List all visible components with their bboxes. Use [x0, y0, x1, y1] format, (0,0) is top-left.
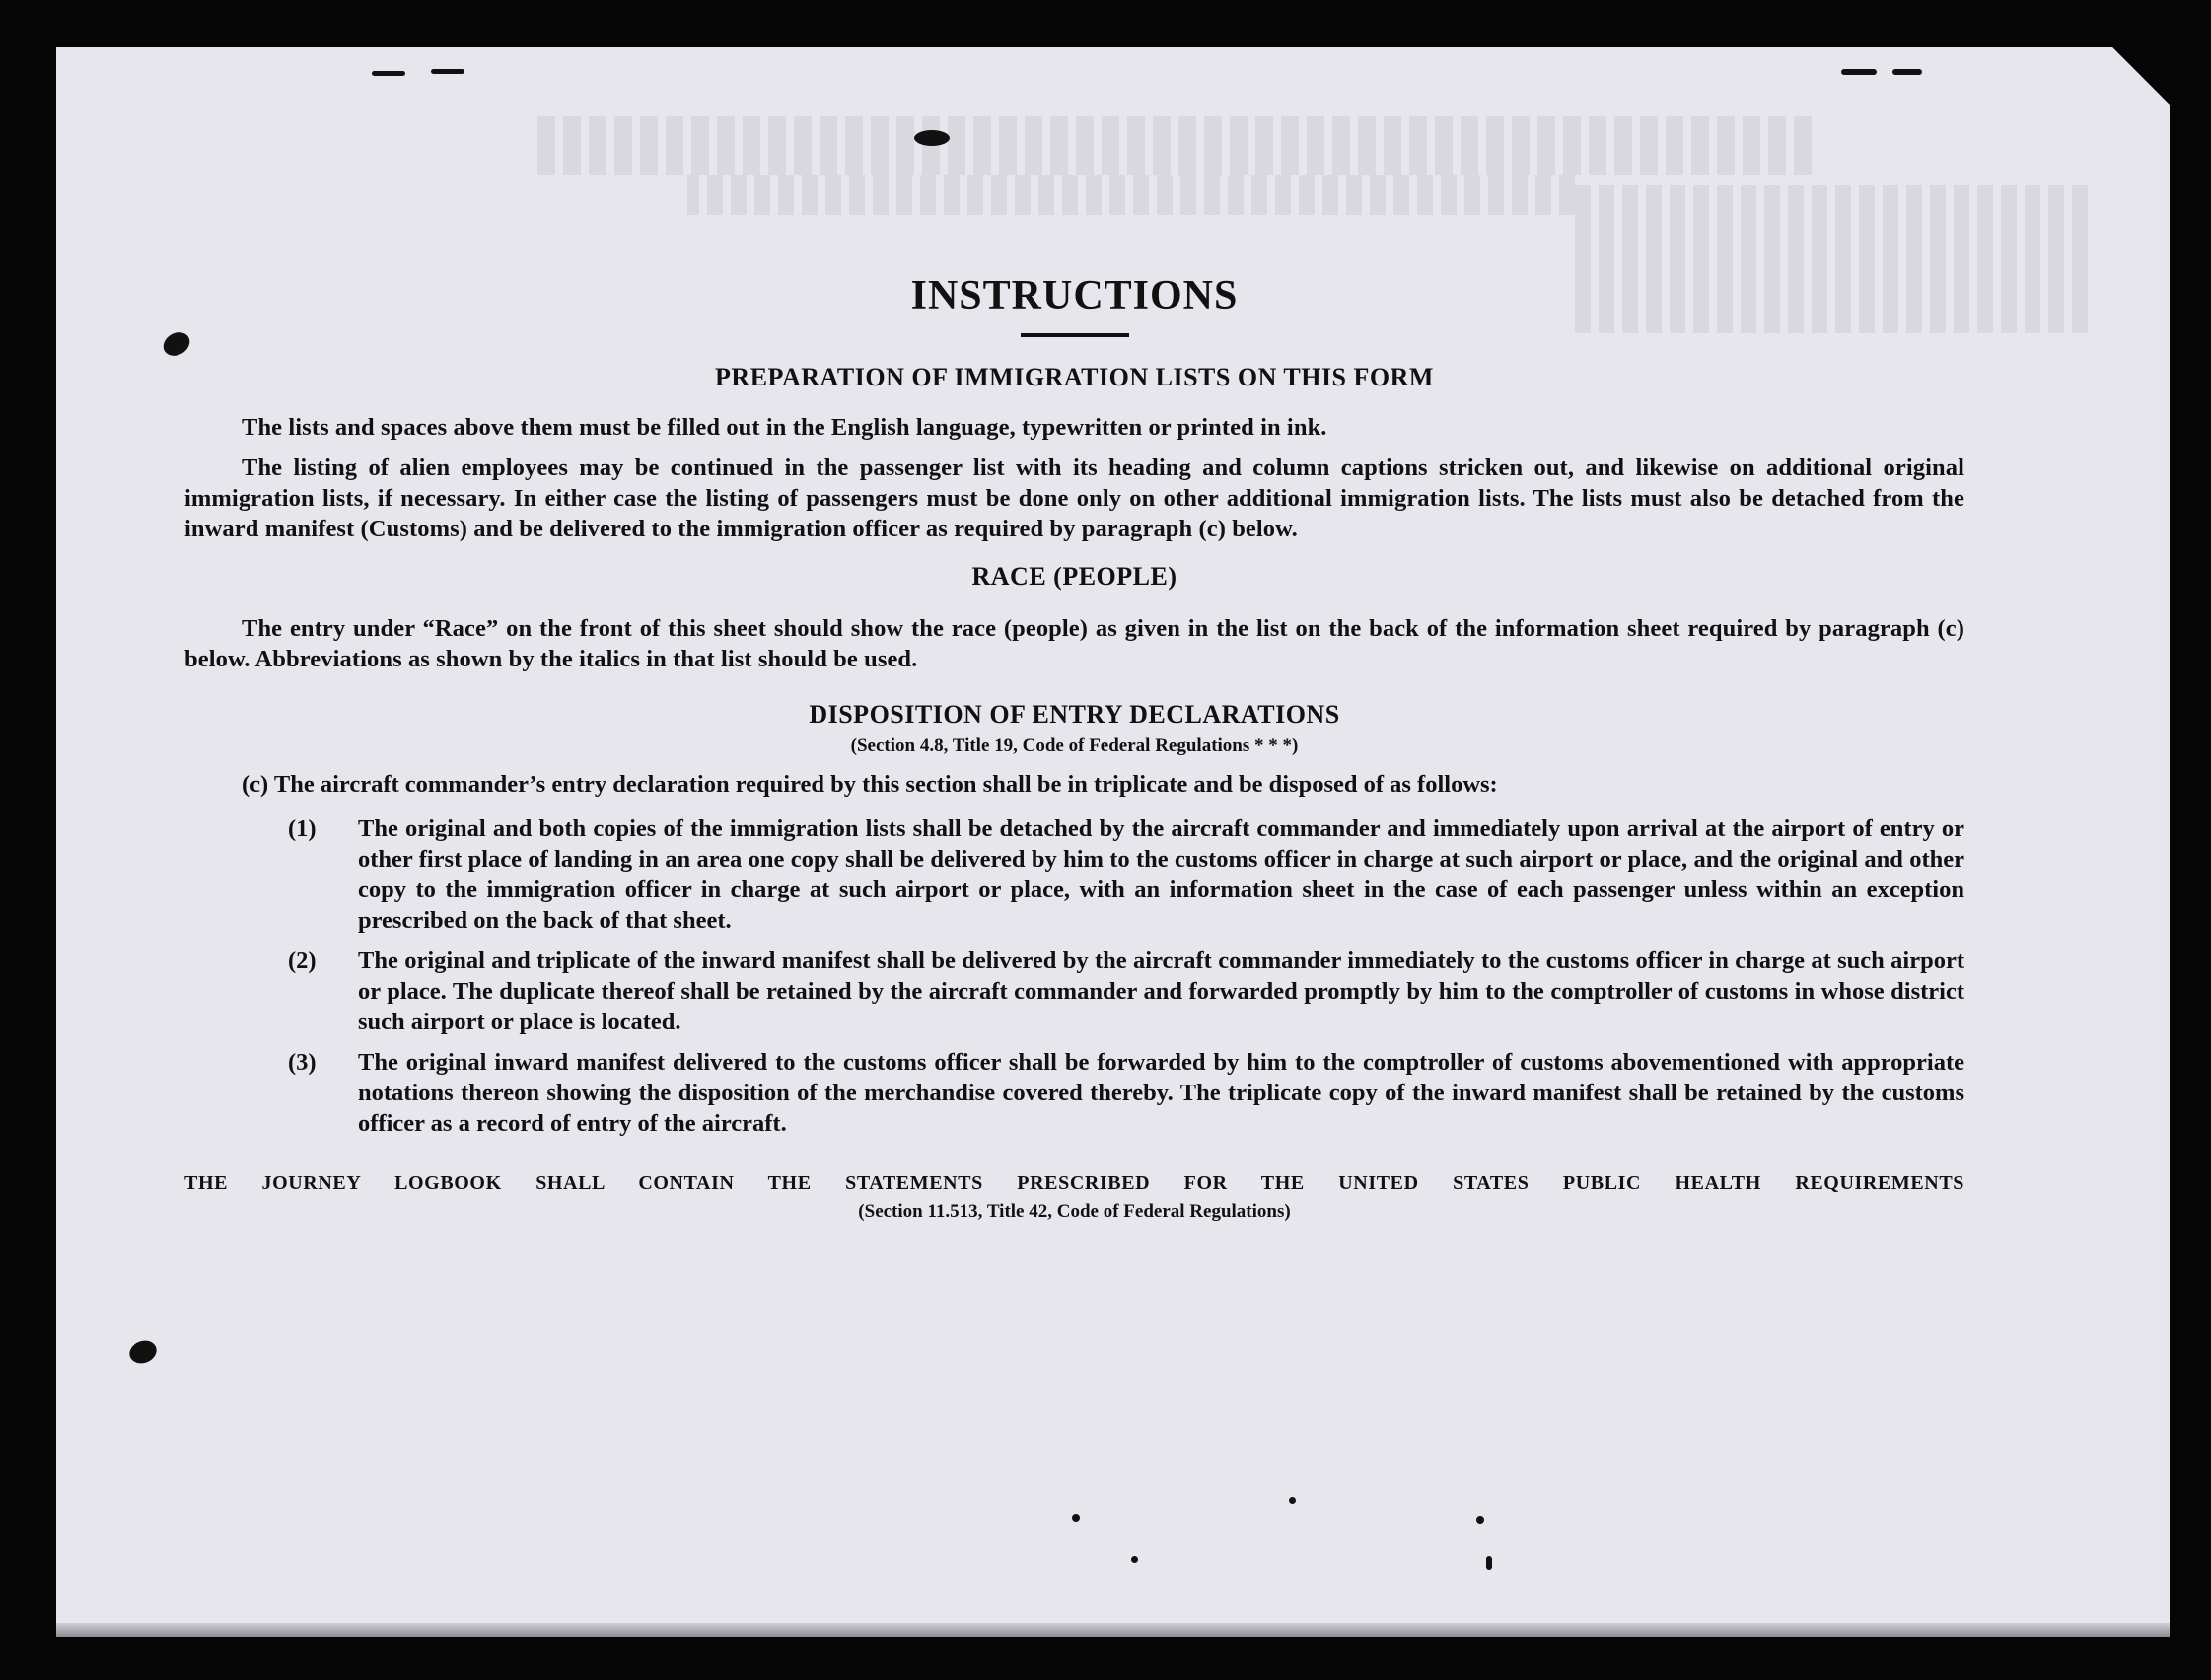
list-item-text: The original and triplicate of the inward manifest shall be delivered by the aircraft commander immediately to the customs officer in charge at such airport or place. The duplicate thereof shall be retained by the aircraft commander and forwarded promptly by him to the comptroller of customs in whose district such airport or place is located. — [358, 947, 1964, 1035]
page-title: INSTRUCTIONS — [910, 273, 1239, 318]
ink-mark — [1072, 1514, 1080, 1522]
paragraph-alien-employees: The listing of alien employees may be continued in the passenger list with its heading and column captions stricken out, and likewise on additional original immigration lists, if necessary. In either case the listing of passengers must be done only on other additional immigration lists. The lists must also be detached from the inward manifest (Customs) and be delivered to the immigration officer as required by paragraph (c) below. — [184, 455, 1964, 542]
list-item-text: The original and both copies of the immigration lists shall be detached by the aircraft commander and immediately upon arrival at the airport of entry or other first place of landing in an area one copy shall be delivered by him to the customs officer in charge at such airport or place, and the original and other copy to the immigration officer in charge at such airport or place, with an information sheet in the case of each passenger unless within an exception prescribed on the back of that sheet. — [358, 815, 1964, 934]
ink-mark — [126, 1337, 160, 1366]
section-heading-disposition: DISPOSITION OF ENTRY DECLARATIONS — [809, 700, 1340, 729]
paragraph-race: The entry under “Race” on the front of this sheet should show the race (people) as given in the list on the back of the information sheet required by paragraph (c) below. Abbreviations as shown by the italics in that list should be used. — [184, 615, 1964, 672]
list-item-number: (1) — [288, 815, 317, 842]
bleed-through-decoration — [687, 175, 1575, 215]
ink-mark — [1486, 1556, 1492, 1570]
paragraph-disposition-intro: (c) The aircraft commander’s entry declaration required by this section shall be in triplicate and be disposed of as follows: — [242, 771, 1498, 798]
ink-mark — [431, 69, 464, 74]
ink-mark — [1131, 1556, 1138, 1563]
section-heading-race: RACE (PEOPLE) — [971, 562, 1177, 591]
footer-citation: (Section 11.513, Title 42, Code of Federal Regulations) — [858, 1201, 1291, 1222]
section-subheading-disposition: (Section 4.8, Title 19, Code of Federal Regulations * * *) — [850, 735, 1299, 756]
list-item — [184, 1047, 1964, 1139]
ink-mark — [1289, 1497, 1296, 1504]
ink-mark — [1892, 69, 1922, 75]
paragraph-language: The lists and spaces above them must be filled out in the English language, typewritten or printed in ink. — [242, 414, 1327, 441]
list-item — [184, 813, 1964, 936]
ink-mark — [914, 130, 950, 146]
footer-health-requirements: THE JOURNEY LOGBOOK SHALL CONTAIN THE STATEMENTS PRESCRIBED FOR THE UNITED STATES PUBLIC HEALTH REQUIREMENTS — [184, 1172, 1964, 1194]
list-item-number: (2) — [288, 947, 317, 974]
list-item-text: The original inward manifest delivered to the customs officer shall be forwarded by him to the comptroller of customs abovementioned with appropriate notations thereon showing the disposition of the merchandise covered thereby. The triplicate copy of the inward manifest shall be retained by the customs officer as a record of entry of the aircraft. — [358, 1049, 1964, 1137]
list-item-number: (3) — [288, 1049, 317, 1076]
ink-mark — [1841, 69, 1877, 75]
ink-mark — [1476, 1516, 1484, 1524]
page-edge — [56, 1623, 2170, 1637]
section-heading-preparation: PREPARATION OF IMMIGRATION LISTS ON THIS FORM — [715, 363, 1434, 391]
ink-mark — [372, 71, 405, 76]
bleed-through-decoration — [530, 116, 1812, 175]
instructions-content — [184, 217, 1964, 1223]
list-item — [184, 945, 1964, 1037]
title-underline — [1021, 333, 1129, 337]
